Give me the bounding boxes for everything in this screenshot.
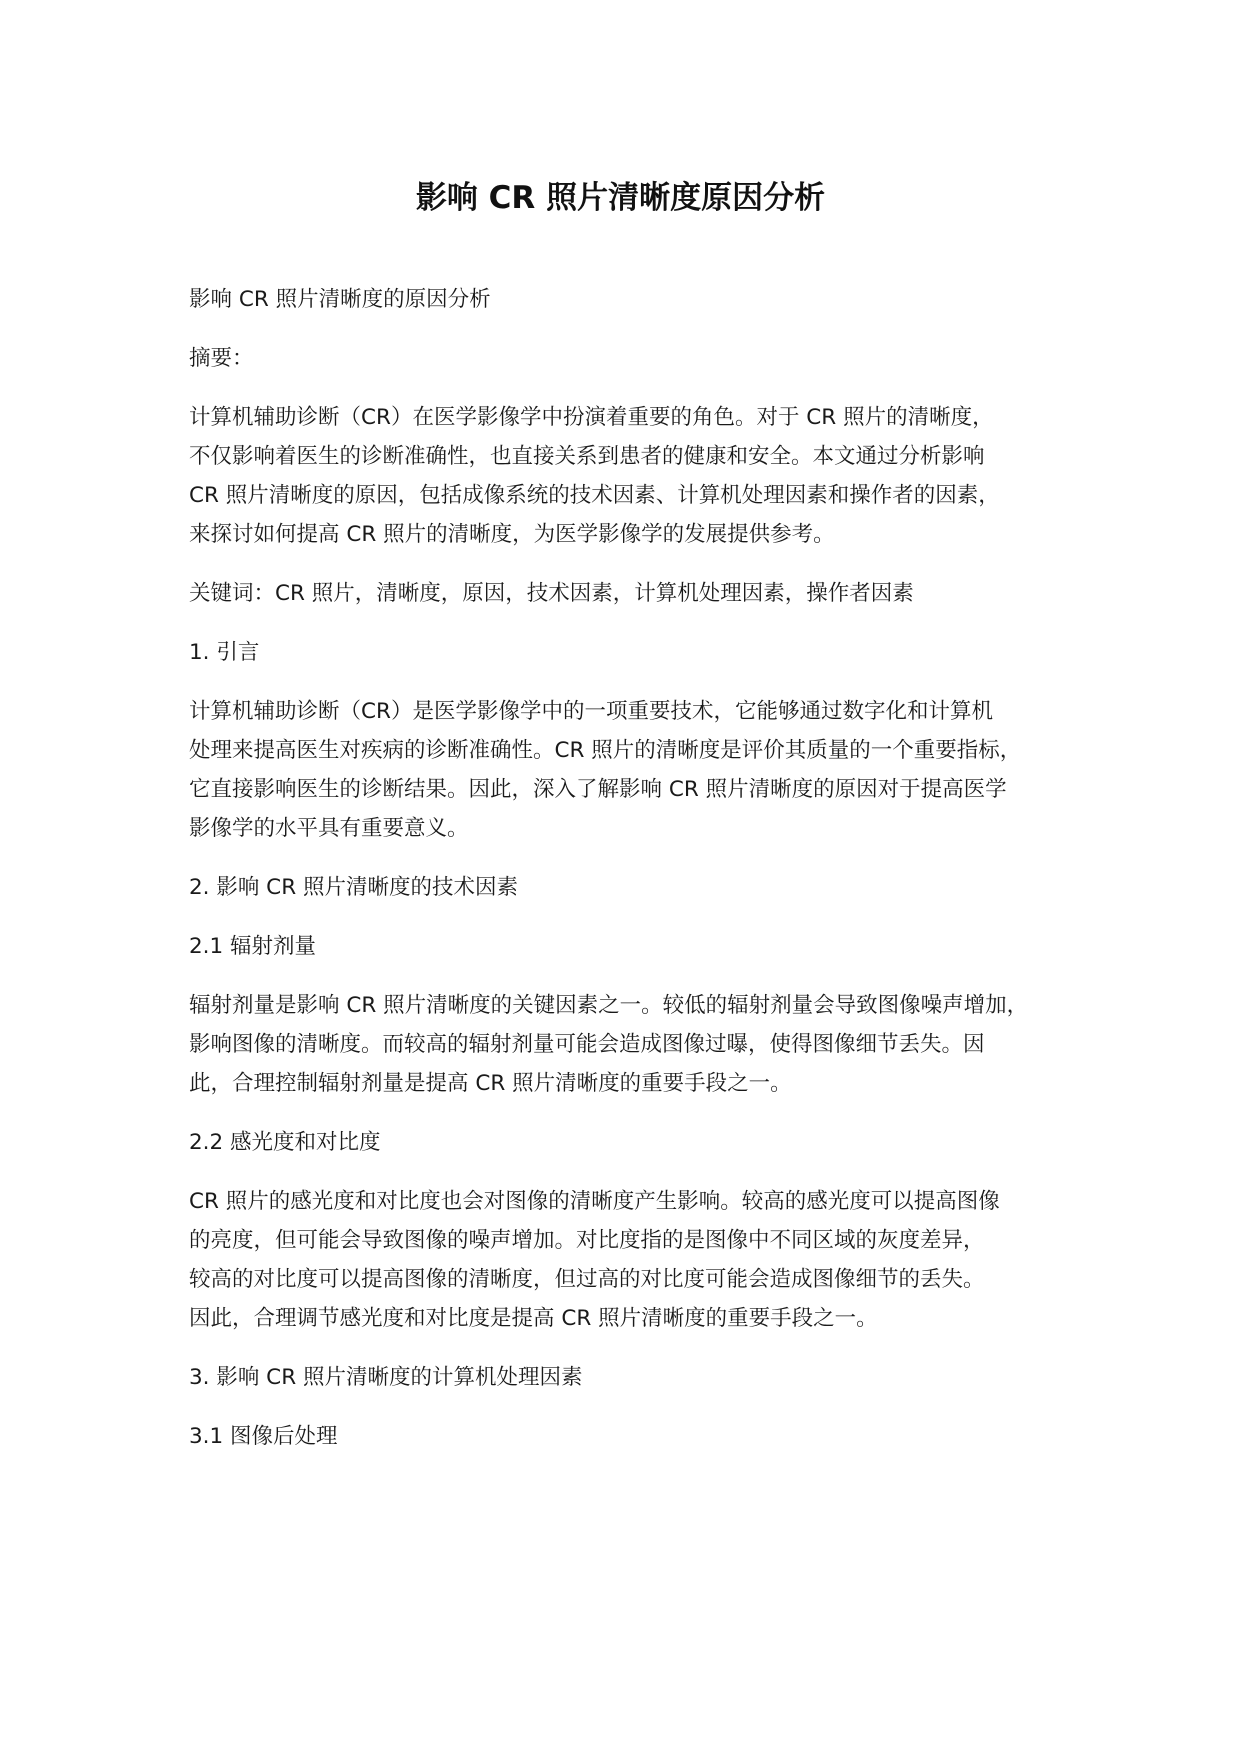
text-line: 影响图像的清晰度。而较高的辐射剂量可能会造成图像过曝，使得图像细节丢失。因 [189, 1032, 985, 1057]
text-line: CR 照片清晰度的原因，包括成像系统的技术因素、计算机处理因素和操作者的因素， [189, 483, 1000, 508]
text-line: 处理来提高医生对疾病的诊断准确性。CR 照片的清晰度是评价其质量的一个重要指标， [189, 738, 1022, 763]
text-line: 3. 影响 CR 照片清晰度的计算机处理因素 [189, 1365, 583, 1390]
sensitivity-contrast-paragraph [189, 1182, 1069, 1338]
section-heading-2-2 [189, 1123, 1069, 1162]
keywords-paragraph [189, 574, 1069, 613]
text-line: 辐射剂量是影响 CR 照片清晰度的关键因素之一。较低的辐射剂量会导致图像噪声增加， [189, 993, 1029, 1018]
text-line: 它直接影响医生的诊断结果。因此，深入了解影响 CR 照片清晰度的原因对于提高医学 [189, 777, 1007, 802]
text-line: 2. 影响 CR 照片清晰度的技术因素 [189, 875, 518, 900]
section-heading-3-1 [189, 1417, 1069, 1456]
abstract-paragraph [189, 398, 1069, 554]
section-heading-2-1 [189, 927, 1069, 966]
section-heading-1 [189, 633, 1069, 672]
text-line: 计算机辅助诊断（CR）是医学影像学中的一项重要技术，它能够通过数字化和计算机 [189, 699, 993, 724]
text-line: 此，合理控制辐射剂量是提高 CR 照片清晰度的重要手段之一。 [189, 1071, 792, 1096]
text-line: 影响 CR 照片清晰度的原因分析 [189, 287, 491, 312]
document-body [189, 280, 1069, 1476]
text-line: CR 照片的感光度和对比度也会对图像的清晰度产生影响。较高的感光度可以提高图像 [189, 1189, 1000, 1214]
text-line: 影像学的水平具有重要意义。 [189, 816, 469, 841]
text-line: 1. 引言 [189, 640, 260, 665]
intro-paragraph [189, 692, 1069, 848]
text-line: 2.1 辐射剂量 [189, 934, 317, 959]
radiation-dose-paragraph [189, 986, 1069, 1103]
text-line: 来探讨如何提高 CR 照片的清晰度，为医学影像学的发展提供参考。 [189, 522, 835, 547]
section-heading-3 [189, 1358, 1069, 1397]
text-line: 关键词：CR 照片，清晰度，原因，技术因素，计算机处理因素，操作者因素 [189, 581, 914, 606]
text-line: 3.1 图像后处理 [189, 1424, 338, 1449]
text-line: 的亮度，但可能会导致图像的噪声增加。对比度指的是图像中不同区域的灰度差异， [189, 1228, 985, 1253]
text-line: 2.2 感光度和对比度 [189, 1130, 381, 1155]
text-line: 因此，合理调节感光度和对比度是提高 CR 照片清晰度的重要手段之一。 [189, 1306, 878, 1331]
abstract-label [189, 339, 1069, 378]
section-heading-2 [189, 868, 1069, 907]
text-line: 计算机辅助诊断（CR）在医学影像学中扮演着重要的角色。对于 CR 照片的清晰度， [189, 405, 994, 430]
text-line: 不仅影响着医生的诊断准确性，也直接关系到患者的健康和安全。本文通过分析影响 [189, 444, 985, 469]
text-line: 较高的对比度可以提高图像的清晰度，但过高的对比度可能会造成图像细节的丢失。 [189, 1267, 985, 1292]
page-title: 影响 CR 照片清晰度原因分析 [415, 180, 826, 216]
text-line: 摘要： [189, 346, 254, 371]
subtitle-paragraph [189, 280, 1069, 319]
